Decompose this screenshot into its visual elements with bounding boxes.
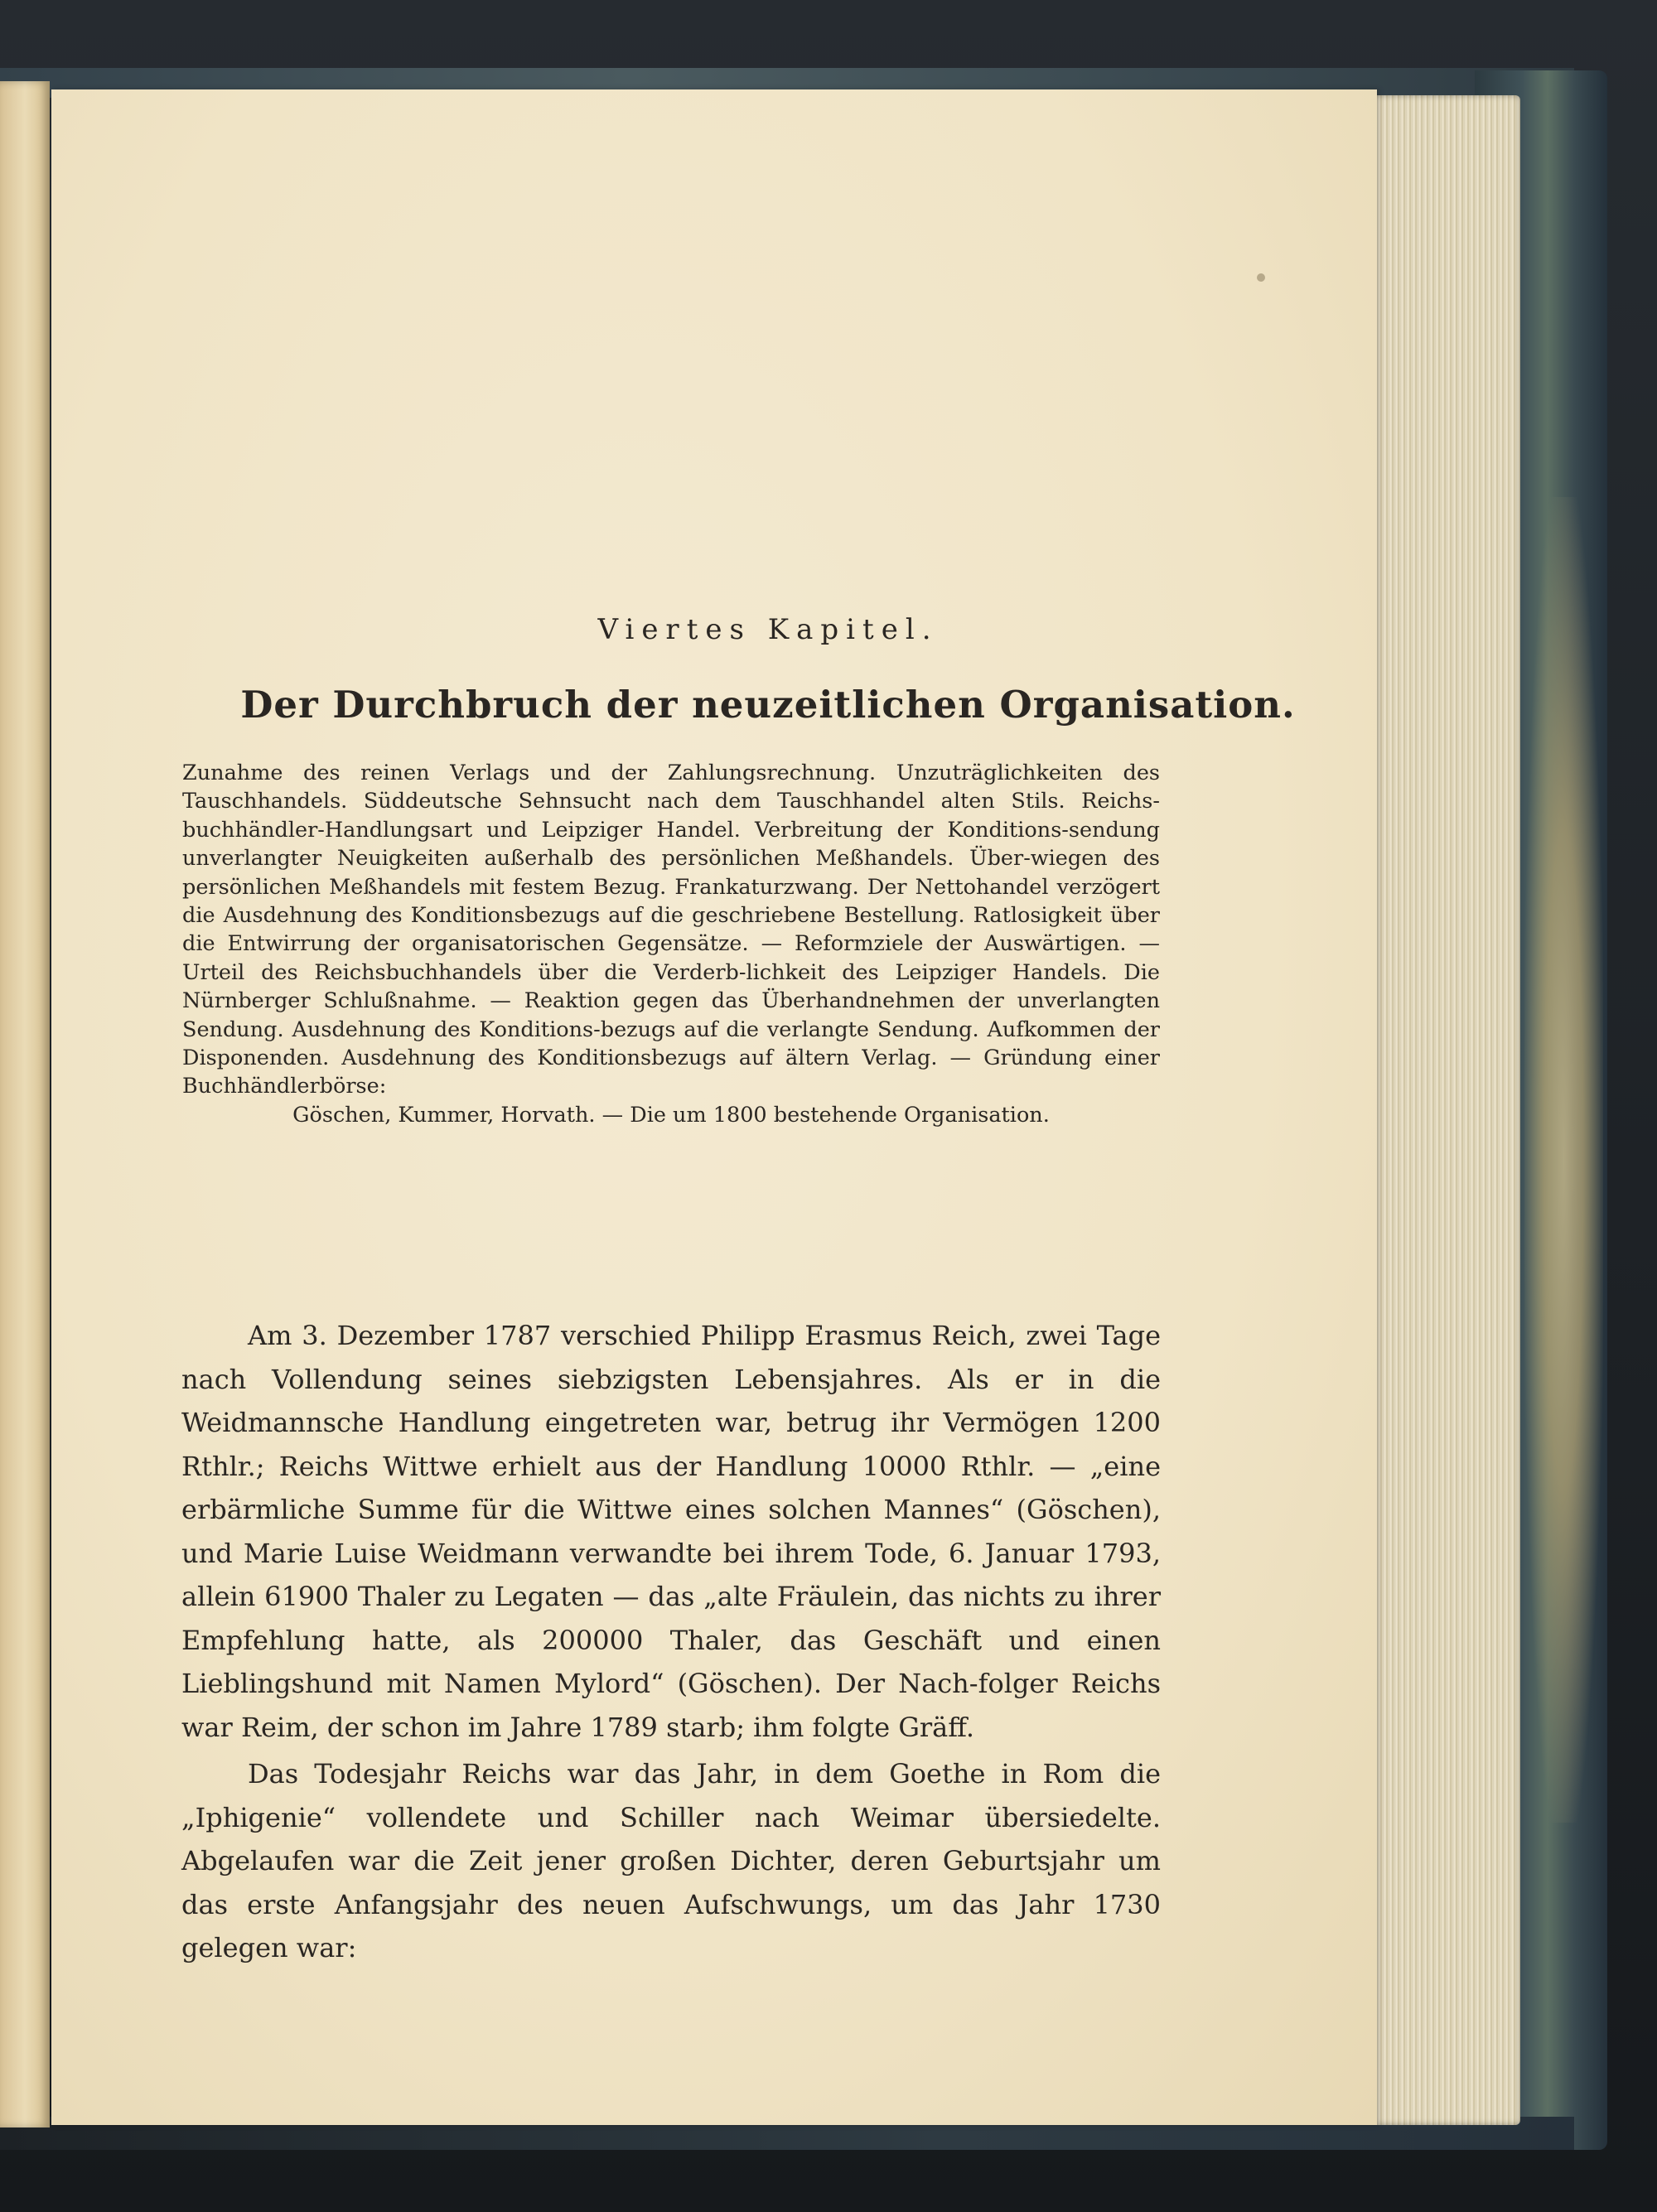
chapter-summary-last-line: Göschen, Kummer, Horvath. — Die um 1800 bestehende Organisation. bbox=[292, 1102, 1050, 1128]
page-stack-edge bbox=[1371, 95, 1520, 2125]
chapter-title: Der Durchbruch der neuzeitlichen Organisation. bbox=[240, 683, 1296, 727]
chapter-label: Viertes Kapitel. bbox=[597, 613, 939, 646]
body-text bbox=[181, 1314, 1161, 1970]
paragraph-1: Am 3. Dezember 1787 verschied Philipp Erasmus Reich, zwei Tage nach Vollendung seines siebzigsten Lebensjahres. Als er in die Weidmannsche Handlung eingetreten war, betrug ihr Vermögen 1200 Rthlr.; Reichs Wittwe erhielt aus der Handlung 10000 Rthlr. — „eine erbärmliche Summe für die Wittwe eines solchen Mannes“ (Göschen), und Marie Luise Weidmann verwandte bei ihrem Tode, 6. Januar 1793, allein 61900 Thaler zu Legaten — das „alte Fräulein, das nichts zu ihrer Empfehlung hatte, als 200000 Thaler, das Geschäft und einen Lieblingshund mit Namen Mylord“ (Göschen). Der Nach-folger Reichs war Reim, der schon im Jahre 1789 starb; ihm folgte Gräff. bbox=[181, 1320, 1161, 1743]
cover-stain bbox=[1524, 497, 1603, 1823]
previous-page-edge bbox=[0, 81, 50, 2127]
paper-spot bbox=[1257, 273, 1265, 282]
book-page bbox=[51, 89, 1377, 2125]
paragraph-2: Das Todesjahr Reichs war das Jahr, in dem Goethe in Rom die „Iphigenie“ vollendete und Schiller nach Weimar übersiedelte. Abgelaufen war die Zeit jener großen Dichter, deren Geburtsjahr um das erste Anfangsjahr des neuen Aufschwungs, um das Jahr 1730 gelegen war: bbox=[181, 1758, 1161, 1963]
chapter-summary bbox=[182, 759, 1160, 1129]
chapter-summary-text: Zunahme des reinen Verlags und der Zahlungsrechnung. Unzuträglichkeiten des Tauschhandels. Süddeutsche Sehnsucht nach dem Tauschhandel alten Stils. Reichs-buchhändler-Handlungsart und Leipziger Handel. Verbreitung der Konditions-sendung unverlangter Neuigkeiten außerhalb des persönlichen Meßhandels. Über-wiegen des persönlichen Meßhandels mit festem Bezug. Frankaturzwang. Der Nettohandel verzögert die Ausdehnung des Konditionsbezugs auf die geschriebene Bestellung. Ratlosigkeit über die Entwirrung der organisatorischen Gegensätze. — Reformziele der Auswärtigen. — Urteil des Reichsbuchhandels über die Verderb-lichkeit des Leipziger Handels. Die Nürnberger Schlußnahme. — Reaktion gegen das Überhandnehmen der unverlangten Sendung. Ausdehnung des Konditions-bezugs auf die verlangte Sendung. Aufkommen der Disponenden. Ausdehnung des Konditionsbezugs auf ältern Verlag. — Gründung einer Buchhändlerbörse: bbox=[182, 761, 1160, 1099]
